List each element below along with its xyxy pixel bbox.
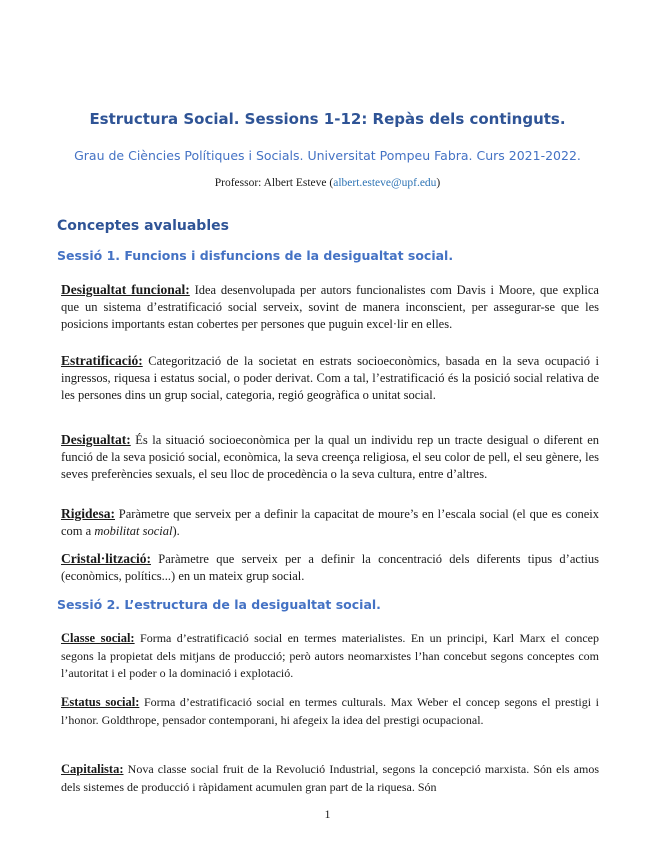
entry-term: Classe social: xyxy=(61,631,135,645)
entry-term: Rigidesa: xyxy=(61,506,115,521)
page-number: 1 xyxy=(324,807,331,821)
document-title: Estructura Social. Sessions 1-12: Repàs dels continguts. xyxy=(89,110,566,128)
session2-heading: Sessió 2. L’estructura de la desigualtat social. xyxy=(57,597,381,612)
entry-estatus-social xyxy=(61,694,599,729)
entry-text: Categorització de la societat en estrats socioeconòmics, basada en la seva ocupació i ingressos, riquesa i estatus social, o poder derivat. Com a tal, l’estratificació és la posició social relativa de les persones dins un grup social, categoria, regió geogràfica o unitat social. xyxy=(61,354,599,402)
entry-term: Desigualtat: xyxy=(61,432,131,447)
entry-text: Nova classe social fruit de la Revolució Industrial, segons la concepció marxista. Són els amos dels sistemes de producció i ràpidament acumulen gran part de la riquesa. Són xyxy=(61,762,599,794)
entry-italic: mobilitat social xyxy=(94,523,173,538)
entry-capitalista xyxy=(61,761,599,796)
entry-estratificacio xyxy=(61,353,599,403)
entry-text: És la situació socioeconòmica per la qual un individu rep un tracte desigual o diferent en funció de la seva posició social, econòmica, la seva creença religiosa, el seu color de pell, el seu gènere, les seves preferències sexuals, el seu lloc de procedència o la seva cultura, entre d’altres. xyxy=(61,433,599,481)
professor-line xyxy=(0,177,655,189)
entry-text: Paràmetre que serveix per a definir la capacitat de moure’s en l’escala social (el que es coneix com a xyxy=(61,507,599,538)
professor-close: ) xyxy=(436,177,441,189)
professor-email-link[interactable]: albert.esteve@upf.edu xyxy=(333,177,437,189)
session1-heading: Sessió 1. Funcions i disfuncions de la desigualtat social. xyxy=(57,248,454,263)
professor-label: Professor: Albert Esteve ( xyxy=(214,177,334,189)
entry-text: Forma d’estratificació social en termes materialistes. En un principi, Karl Marx el concep segons la propietat dels mitjans de producció; però autors neomarxistes l’han concebut segons conceptes com l’autoritat i el poder o la dominació i explotació. xyxy=(61,631,599,680)
entry-term: Estatus social: xyxy=(61,695,140,709)
entry-text: Forma d’estratificació social en termes culturals. Max Weber el concep segons el prestigi i l’honor. Goldthrope, pensador contemporani, hi afegeix la idea del prestigi ocupacional. xyxy=(61,695,599,727)
entry-tail: ). xyxy=(172,523,180,538)
entry-desigualtat-funcional xyxy=(61,282,599,332)
entry-desigualtat xyxy=(61,432,599,482)
document-subtitle: Grau de Ciències Polítiques i Socials. Universitat Pompeu Fabra. Curs 2021-2022. xyxy=(74,148,581,163)
entry-text: Paràmetre que serveix per a definir la concentració dels diferents tipus d’actius (econòmics, polítics...) en un mateix grup social. xyxy=(61,552,599,583)
section-title: Conceptes avaluables xyxy=(57,218,229,234)
entry-classe-social xyxy=(61,630,599,683)
entry-rigidesa xyxy=(61,506,599,540)
entry-term: Cristal·lització: xyxy=(61,551,151,566)
entry-term: Capitalista: xyxy=(61,762,124,776)
entry-text: Idea desenvolupada per autors funcionalistes com Davis i Moore, que explica que un sistema d’estratificació social serveix, sovint de manera inconscient, per assegurar-se que les posicions importants estan cobertes per persones que puguin excel·lir en elles. xyxy=(61,283,599,331)
entry-term: Desigualtat funcional: xyxy=(61,282,190,297)
entry-cristallitzacio xyxy=(61,551,599,585)
entry-term: Estratificació: xyxy=(61,353,143,368)
